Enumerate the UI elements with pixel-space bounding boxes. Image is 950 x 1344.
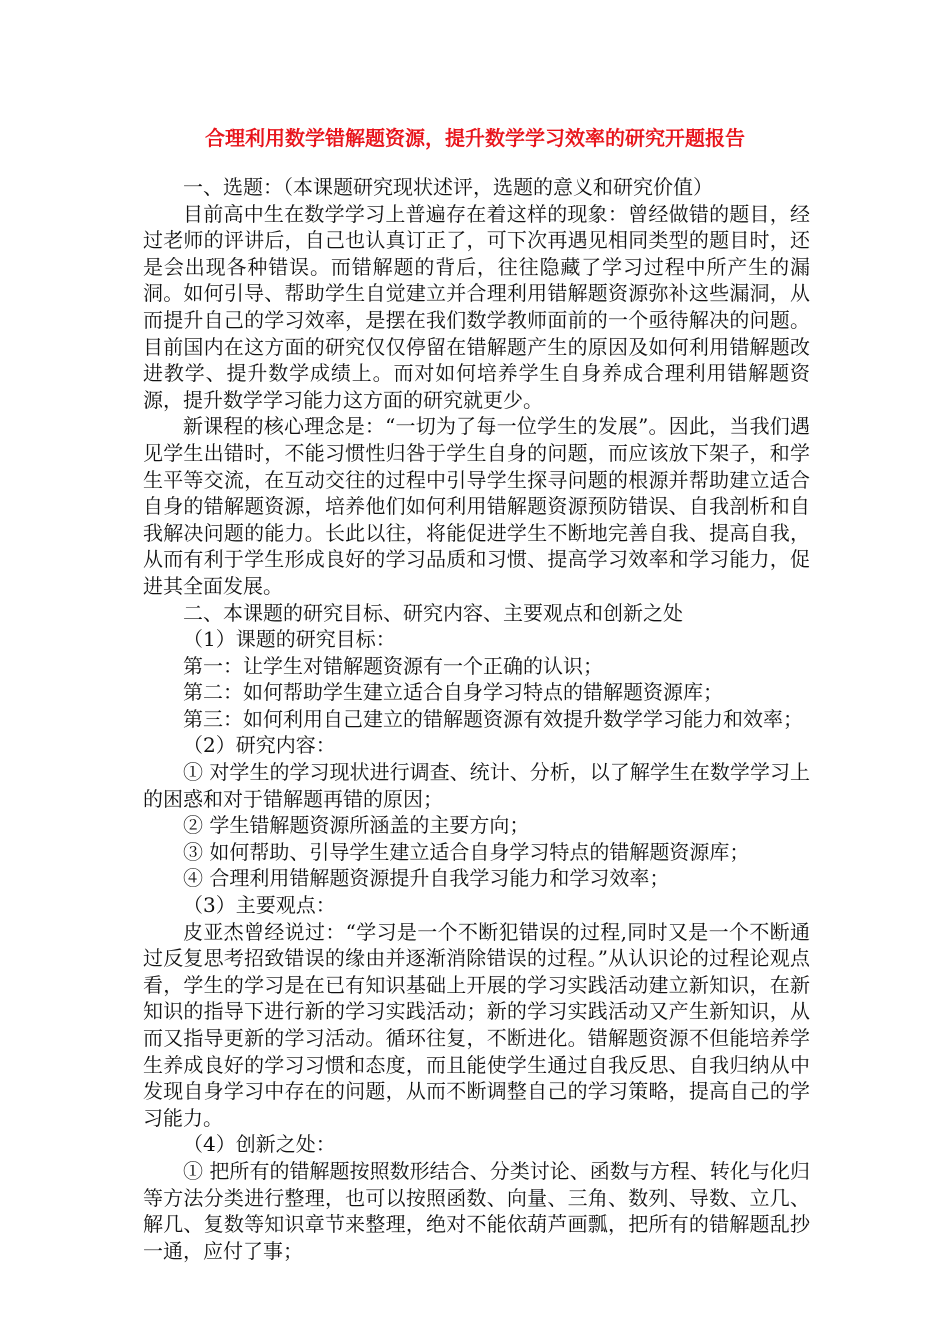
document-body bbox=[143, 174, 810, 1264]
list-item: ③ 如何帮助、引导学生建立适合自身学习特点的错解题资源库； bbox=[183, 839, 750, 864]
paragraph: 皮亚杰曾经说过：“学习是一个不断犯错误的过程,同时又是一个不断通过反复思考招致错误的缘由并逐渐消除错误的过程。”从认识论的过程论观点看，学生的学习是在已有知识基础上开展的学习实践活动建立新知识，在新知识的指导下进行新的学习实践活动；新的学习实践活动又产生新知识，从而又指导更新的学习活动。循环往复，不断进化。错解题资源不但能培养学生养成良好的学习习惯和态度，而且能使学生通过自我反思、自我归纳从中发现自身学习中存在的问题，从而不断调整自己的学习策略，提高自己的学习能力。 bbox=[143, 919, 810, 1130]
section-heading-2: 二、本课题的研究目标、研究内容、主要观点和创新之处 bbox=[183, 600, 683, 625]
list-item: ④ 合理利用错解题资源提升自我学习能力和学习效率； bbox=[183, 866, 670, 891]
list-item: 第三：如何利用自己建立的错解题资源有效提升数学学习能力和效率； bbox=[183, 706, 803, 731]
list-item: ① 对学生的学习现状进行调查、统计、分析，以了解学生在数学学习上的困惑和对于错解题再错的原因； bbox=[143, 760, 810, 811]
list-item: ② 学生错解题资源所涵盖的主要方向； bbox=[183, 813, 530, 838]
paragraph: 目前高中生在数学学习上普遍存在着这样的现象：曾经做错的题目，经过老师的评讲后，自己也认真订正了，可下次再遇见相同类型的题目时，还是会出现各种错误。而错解题的背后，往往隐藏了学习过程中所产生的漏洞。如何引导、帮助学生自觉建立并合理利用错解题资源弥补这些漏洞，从而提升自己的学习效率，是摆在我们数学教师面前的一个亟待解决的问题。目前国内在这方面的研究仅仅停留在错解题产生的原因及如何利用错解题改进教学、提升数学成绩上。而对如何培养学生自身养成合理利用错解题资源，提升数学学习能力这方面的研究就更少。 bbox=[143, 201, 810, 412]
subsection-heading: （3）主要观点： bbox=[183, 893, 336, 918]
list-item: 第二：如何帮助学生建立适合自身学习特点的错解题资源库； bbox=[183, 680, 723, 705]
list-item: ① 把所有的错解题按照数形结合、分类讨论、函数与方程、转化与化归等方法分类进行整理，也可以按照函数、向量、三角、数列、导数、立几、解几、复数等知识章节来整理，绝对不能依葫芦画瓢，把所有的错解题乱抄一通，应付了事； bbox=[143, 1158, 810, 1263]
list-item: 第一：让学生对错解题资源有一个正确的认识； bbox=[183, 653, 603, 678]
section-heading-1: 一、选题：（本课题研究现状述评，选题的意义和研究价值） bbox=[183, 175, 713, 199]
document-title: 合理利用数学错解题资源，提升数学学习效率的研究开题报告 bbox=[205, 126, 745, 150]
subsection-heading: （2）研究内容： bbox=[183, 733, 336, 758]
subsection-heading: （1）课题的研究目标： bbox=[183, 627, 396, 652]
subsection-heading: （4）创新之处： bbox=[183, 1132, 336, 1157]
paragraph: 新课程的核心理念是：“一切为了每一位学生的发展”。因此，当我们遇见学生出错时，不能习惯性归咎于学生自身的问题，而应该放下架子，和学生平等交流，在互动交往的过程中引导学生探寻问题的根源并帮助建立适合自身的错解题资源，培养他们如何利用错解题资源预防错误、自我剖析和自我解决问题的能力。长此以往，将能促进学生不断地完善自我、提高自我，从而有利于学生形成良好的学习品质和习惯、提高学习效率和学习能力，促进其全面发展。 bbox=[143, 414, 810, 598]
